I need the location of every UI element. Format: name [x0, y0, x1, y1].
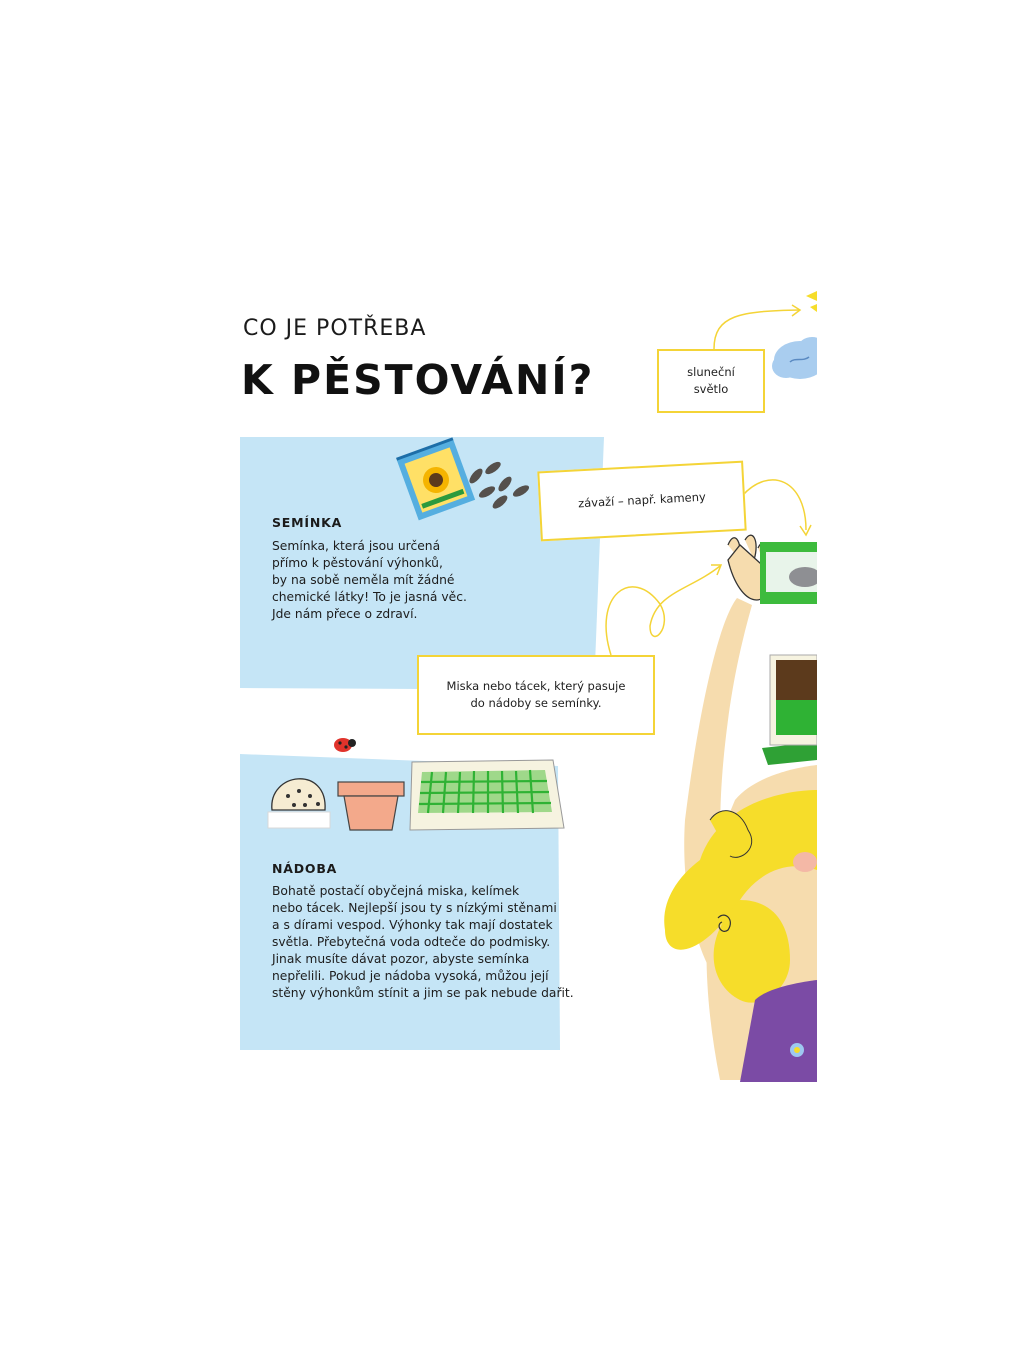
- seeds-text: Semínka, která jsou určená přímo k pěstování výhonků, by na sobě neměla mít žádné chemické látky! To je jasná věc. Jde nám přece o zdraví.: [272, 539, 467, 621]
- dish-arrow: [606, 566, 720, 655]
- sunlight-label: sluneční světlo: [657, 349, 765, 413]
- cloud-icon: [772, 337, 817, 379]
- page-subtitle: CO JE POTŘEBA: [243, 316, 427, 341]
- sprout-tray: [762, 655, 817, 765]
- girl-illustration: [664, 535, 817, 1082]
- container-heading: NÁDOBA: [272, 861, 338, 876]
- weight-tray: [760, 542, 817, 604]
- weight-arrow: [742, 480, 806, 530]
- dish-label: Miska nebo tácek, který pasuje do nádoby se semínky.: [417, 655, 655, 735]
- seeds-heading: SEMÍNKA: [272, 515, 343, 530]
- ladybug-icon: [334, 738, 356, 752]
- container-text: Bohatě postačí obyčejná miska, kelímek nebo tácek. Nejlepší jsou ty s nízkými stěnami a s dírami vespod. Výhonky tak mají dostatek světla. Přebytečná voda odteče do podmisky. Jinak musíte dávat pozor, abyste semínka nepřelili. Pokud je nádoba vysoká, můžou její stěny výhonkům stínit a jim se pak nebude dařit.: [272, 884, 574, 1000]
- sun-icon: [806, 291, 817, 312]
- tray-icon: [410, 760, 564, 830]
- sun-arrow: [714, 310, 800, 349]
- weight-label: závaží – např. kameny: [537, 461, 746, 542]
- page-title: K PĚSTOVÁNÍ?: [241, 356, 595, 404]
